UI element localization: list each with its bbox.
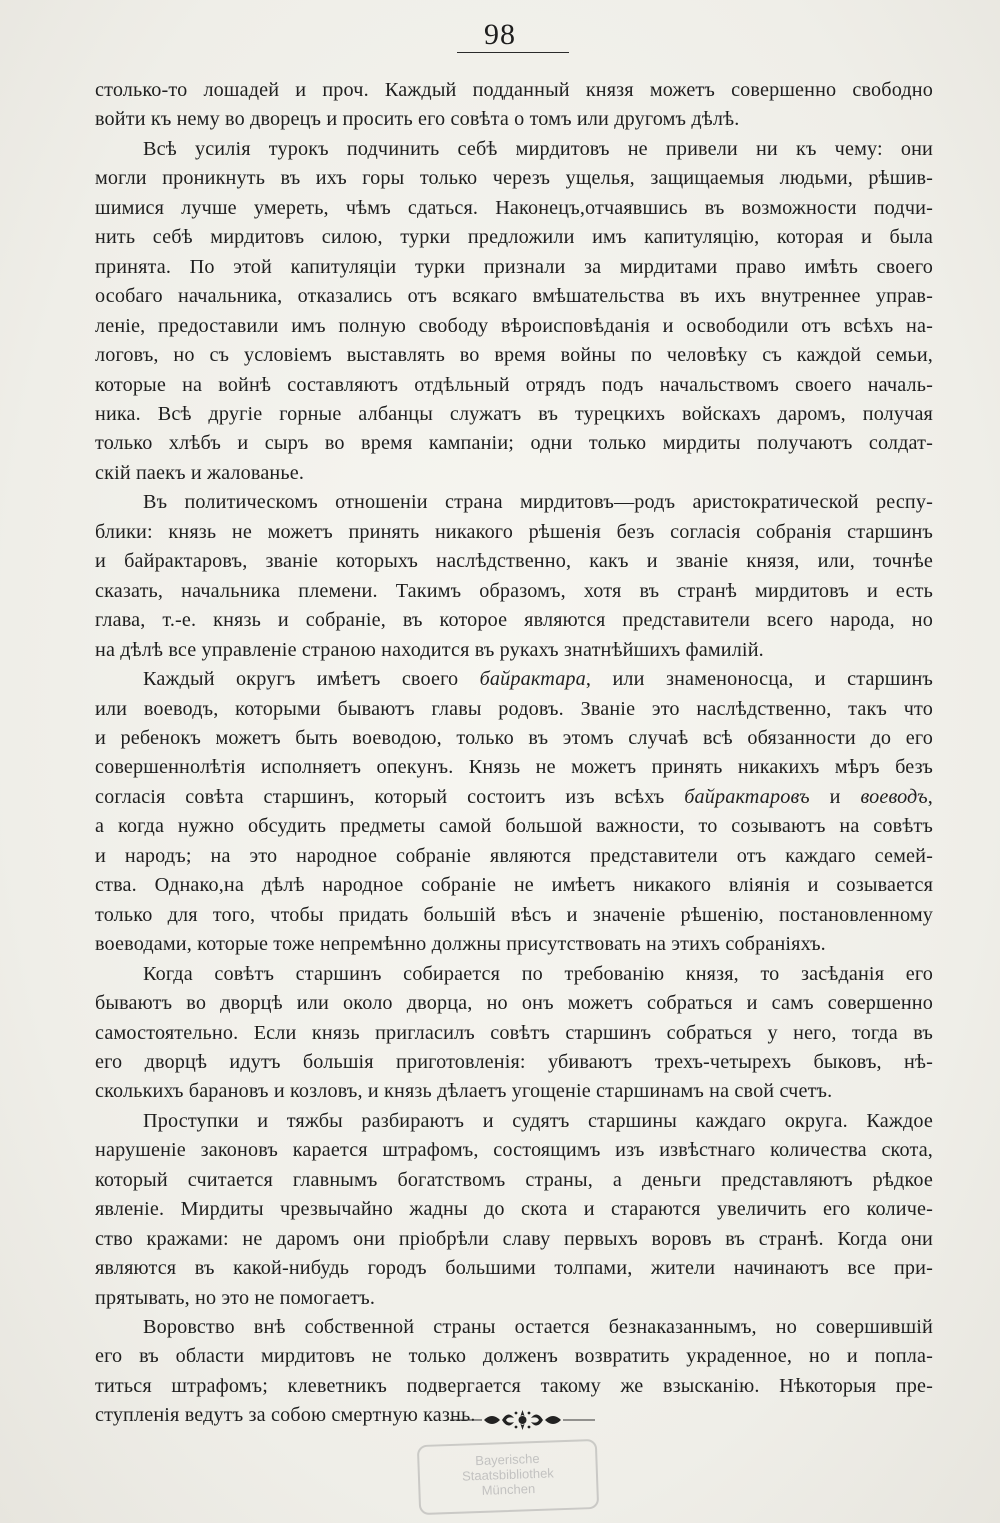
- text-line: сколькихъ барановъ и козловъ, и князь дѣлаетъ угощеніе старшинамъ на свой счетъ.: [95, 1080, 833, 1103]
- text-line: явленіе. Мирдиты чрезвычайно жадны до скота и стараются увеличить его количе-: [95, 1198, 933, 1221]
- end-ornament-icon: [450, 1408, 595, 1432]
- text-line: являются въ какой-нибудь городъ большими толпами, жители начинаютъ все при-: [95, 1257, 933, 1280]
- text-line: шимися лучше умереть, чѣмъ сдаться. Наконецъ,отчаявшись въ возможности подчи-: [95, 196, 933, 219]
- page-header: [0, 18, 1000, 52]
- text-line: войти къ нему во дворецъ и просить его совѣта о томъ или другомъ дѣлѣ.: [95, 108, 740, 131]
- text-line: нарушеніе законовъ карается штрафомъ, состоящимъ изъ извѣстнаго количества скота,: [95, 1139, 933, 1162]
- paragraph: [95, 960, 933, 1107]
- text-line: титься штрафомъ; клеветникъ подвергается такому же взысканію. Нѣкоторыя пре-: [95, 1374, 933, 1397]
- paragraph: [95, 1107, 933, 1313]
- text-line: и народъ; на это народное собраніе являются представители отъ каждаго семей-: [95, 844, 933, 867]
- text-line: совершеннолѣтія исполняетъ опекунъ. Князь не можетъ принять никакихъ мѣръ безъ: [95, 756, 933, 779]
- text-line: ства. Однако,на дѣлѣ народное собраніе не имѣетъ никакого вліянія и созывается: [95, 874, 933, 897]
- text-line: прятывать, но это не помогаетъ.: [95, 1286, 376, 1309]
- text-line: которые на войнѣ составляютъ отдѣльный отрядъ подъ начальствомъ своего началь-: [95, 373, 933, 396]
- page-number: 98: [484, 18, 516, 51]
- text-line: могли проникнуть въ ихъ горы только черезъ ущелья, защищаемыя людьми, рѣшив-: [95, 167, 933, 190]
- text-line: бываютъ во дворцѣ или около дворца, но онъ можетъ собраться и самъ совершенно: [95, 992, 933, 1015]
- text-line: нить себѣ мирдитовъ силою, турки предложили имъ капитуляцію, которая и была: [95, 226, 933, 249]
- text-line: воеводами, которые тоже непремѣнно должны присутствовать на этихъ собраніяхъ.: [95, 933, 826, 956]
- text-line: и байрактаровъ, званіе которыхъ наслѣдственно, какъ и званіе князя, или, точнѣе: [95, 550, 933, 573]
- text-line: ника. Всѣ другіе горные албанцы служатъ въ турецкихъ войскахъ даромъ, получая: [95, 402, 933, 425]
- text-line: особаго начальника, отказались отъ всякаго вмѣшательства въ ихъ внутреннее управ-: [95, 285, 933, 308]
- stamp-line: Staatsbibliothek: [461, 1465, 555, 1484]
- text-line: только хлѣбъ и сыръ во время кампаніи; одни только мирдиты получаютъ солдат-: [95, 432, 933, 455]
- text-line: и ребенокъ можетъ быть воеводою, только въ этомъ случаѣ всѣ обязанности до его: [95, 726, 933, 749]
- text-line: логовъ, но съ условіемъ выставлять во время войны по человѣку съ каждой семьи,: [95, 344, 933, 367]
- paragraph: [95, 76, 933, 135]
- library-stamp: [417, 1439, 599, 1515]
- text-line: принята. По этой капитуляціи турки признали за мирдитами право имѣть своего: [95, 255, 933, 278]
- text-line: Проступки и тяжбы разбираютъ и судятъ старшины каждаго округа. Каждое: [143, 1109, 933, 1132]
- text-line: который считается главнымъ богатствомъ страны, а деньги представляютъ рѣдкое: [95, 1168, 933, 1191]
- text-line: Каждый округъ имѣетъ своего байрактара, или знаменоносца, и старшинъ: [143, 668, 933, 691]
- text-line: Всѣ усилія турокъ подчинить себѣ мирдитовъ не привели ни къ чему: они: [143, 137, 933, 160]
- text-line: скій паекъ и жалованье.: [95, 461, 305, 484]
- paragraph: [95, 665, 933, 960]
- stamp-line: München: [481, 1481, 536, 1498]
- text-line: Воровство внѣ собственной страны остается безнаказаннымъ, но совершившій: [143, 1316, 933, 1339]
- text-line: Когда совѣтъ старшинъ собирается по требованію князя, то засѣданія его: [143, 962, 933, 985]
- text-line: ступленія ведутъ за собою смертную казнь.: [95, 1404, 476, 1427]
- header-rule: [457, 52, 569, 53]
- text-line: его въ области мирдитовъ не только долженъ возвратить украденное, но и попла-: [95, 1345, 933, 1368]
- text-line: блики: князь не можетъ принять никакого рѣшенія безъ согласія собранія старшинъ: [95, 520, 933, 543]
- text-line: на дѣлѣ все управленіе страною находится въ рукахъ знатнѣйшихъ фамилій.: [95, 638, 764, 661]
- text-line: глава, т.-е. князь и собраніе, въ которое являются представители всего народа, но: [95, 609, 933, 632]
- text-line: Въ политическомъ отношеніи страна мирдитовъ—родъ аристократической респу-: [143, 491, 933, 514]
- text-line: или воеводъ, которыми бываютъ главы родовъ. Званіе это наслѣдственно, такъ что: [95, 697, 933, 720]
- text-line: согласія совѣта старшинъ, который состоитъ изъ всѣхъ байрактаровъ и воеводъ,: [95, 785, 933, 808]
- text-line: леніе, предоставили имъ полную свободу вѣроисповѣданія и освободили отъ всѣхъ на-: [95, 314, 933, 337]
- text-line: только для того, чтобы придать большій вѣсъ и значеніе рѣшенію, постановленному: [95, 903, 933, 926]
- stamp-line: Bayerische: [474, 1450, 540, 1469]
- text-line: столько-то лошадей и проч. Каждый подданный князя можетъ совершенно свободно: [95, 79, 933, 101]
- body-text: [95, 76, 933, 1431]
- text-line: самостоятельно. Если князь пригласилъ совѣтъ старшинъ собраться у него, тогда въ: [95, 1021, 933, 1044]
- paragraph: [95, 488, 933, 665]
- text-line: сказать, начальника племени. Такимъ образомъ, хотя въ странѣ мирдитовъ и есть: [95, 579, 933, 602]
- paragraph: [95, 135, 933, 488]
- text-line: а когда нужно обсудить предметы самой большой важности, то созываютъ на совѣтъ: [95, 815, 933, 838]
- text-line: его дворцѣ идутъ большія приготовленія: убиваютъ трехъ-четырехъ быковъ, нѣ-: [95, 1050, 933, 1073]
- text-line: ство кражами: не даромъ они пріобрѣли славу первыхъ воровъ въ странѣ. Когда они: [95, 1227, 933, 1250]
